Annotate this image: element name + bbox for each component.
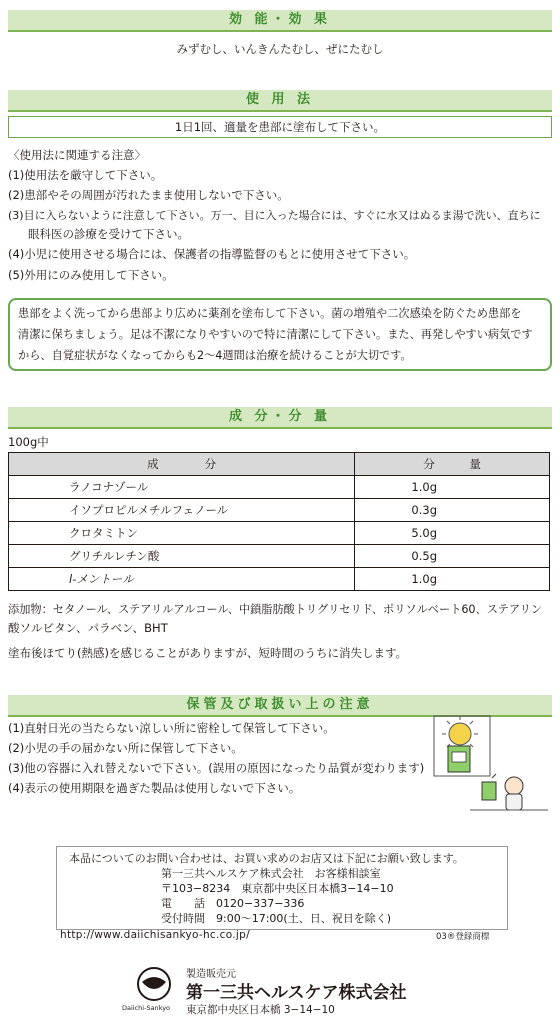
ingredient-name: ラノコナゾール xyxy=(9,476,355,499)
advice-line: から、自覚症状がなくなってからも2〜4週間は治療を続けることが大切です。 xyxy=(18,349,412,362)
ingredient-amount: 0.5g xyxy=(355,545,550,568)
effects-text: みずむし、いんきんたむし、ぜにたむし xyxy=(176,42,384,56)
col-amount: 分 量 xyxy=(355,453,550,476)
child-icon xyxy=(482,774,523,810)
contact-hours: 受付時間 9:00〜17:00(土、日、祝日を除く) xyxy=(161,912,391,925)
trademark-note: 03®登録商標 xyxy=(436,932,490,942)
contact-box xyxy=(56,846,508,930)
additives-line: 添加物：セタノール、ステアリルアルコール、中鎖脂肪酸トリグリセリド、ポリソルベート60、ステアリン xyxy=(8,603,543,616)
usage-note: (5)外用にのみ使用して下さい。 xyxy=(8,268,174,282)
website-link[interactable]: http://www.daiichisankyo-hc.co.jp/ xyxy=(60,929,250,941)
usage-note: (4)小児に使用させる場合には、保護者の指導監督のもとに使用させて下さい。 xyxy=(8,247,416,261)
usage-note: 眼科医の診療を受けて下さい。 xyxy=(28,227,189,241)
storage-heading: 保管及び取扱い上の注意 xyxy=(8,695,552,717)
usage-heading: 使 用 法 xyxy=(8,90,552,112)
usage-notes-title: 〈使用法に関連する注意〉 xyxy=(8,148,146,162)
ingredients-heading: 成 分・分 量 xyxy=(8,407,552,429)
maker-name: 第一三共ヘルスケア株式会社 xyxy=(186,983,407,1003)
maker-address: 東京都中央区日本橋 3−14−10 xyxy=(186,1004,335,1016)
storage-item: (2)小児の手の届かない所に保管して下さい。 xyxy=(8,741,243,755)
storage-item: (1)直射日光の当たらない涼しい所に密栓して保管して下さい。 xyxy=(8,721,335,735)
table-row xyxy=(9,499,550,522)
contact-company: 第一三共ヘルスケア株式会社 お客様相談室 xyxy=(161,867,381,880)
storage-item: (4)表示の使用期限を過ぎた製品は使用しないで下さい。 xyxy=(8,781,301,795)
maker-logo-text: Daiichi-Sankyo xyxy=(122,1004,171,1012)
ingredient-name: l-メントール xyxy=(9,568,355,591)
storage-illustration xyxy=(430,712,550,822)
medicine-box-icon xyxy=(448,746,470,772)
ingredient-name: グリチルレチン酸 xyxy=(9,545,355,568)
additives-line: 酸ソルビタン、パラベン、BHT xyxy=(8,621,168,635)
contact-intro: 本品についてのお問い合わせは、お買い求めのお店又は下記にお願い致します。 xyxy=(69,852,464,865)
maker-role: 製造販売元 xyxy=(186,969,236,980)
usage-note: (1)使用法を厳守して下さい。 xyxy=(8,168,163,182)
advice-line: 患部をよく洗ってから患部より広めに薬剤を塗布して下さい。菌の増殖や二次感染を防ぐため患部を xyxy=(18,307,522,320)
col-ingredient: 成 分 xyxy=(9,453,355,476)
usage-note: (3)目に入らないように注意して下さい。万一、目に入った場合には、すぐに水又はぬるま湯で洗い、直ちに xyxy=(8,209,541,222)
daiichi-sankyo-logo-icon xyxy=(136,966,172,1002)
table-row xyxy=(9,522,550,545)
ingredients-table xyxy=(8,452,550,591)
contact-phone: 電 話 0120−337−336 xyxy=(161,897,305,910)
usage-note: (2)患部やその周囲が汚れたまま使用しないで下さい。 xyxy=(8,188,289,202)
table-row xyxy=(9,568,550,591)
table-row xyxy=(9,476,550,499)
effects-heading: 効 能・効 果 xyxy=(8,10,552,32)
ingredient-amount: 5.0g xyxy=(355,522,550,545)
contact-address: 〒103−8234 東京都中央区日本橋3−14−10 xyxy=(161,882,394,895)
ingredients-basis: 100g中 xyxy=(8,435,49,449)
advice-line: 清潔に保ちましょう。足は不潔になりやすいので特に清潔にして下さい。また、再発しやすい病気です xyxy=(18,328,533,341)
ingredient-amount: 1.0g xyxy=(355,476,550,499)
storage-item: (3)他の容器に入れ替えないで下さい。(誤用の原因になったり品質が変わります) xyxy=(8,761,425,775)
usage-advice-box xyxy=(8,298,552,371)
ingredient-name: イソプロピルメチルフェノール xyxy=(9,499,355,522)
warm-note: 塗布後ほてり(熱感)を感じることがありますが、短時間のうちに消失します。 xyxy=(8,646,408,660)
usage-instruction: 1日1回、適量を患部に塗布して下さい。 xyxy=(8,116,552,138)
ingredient-name: クロタミトン xyxy=(9,522,355,545)
ingredient-amount: 1.0g xyxy=(355,568,550,591)
ingredient-amount: 0.3g xyxy=(355,499,550,522)
table-row xyxy=(9,545,550,568)
